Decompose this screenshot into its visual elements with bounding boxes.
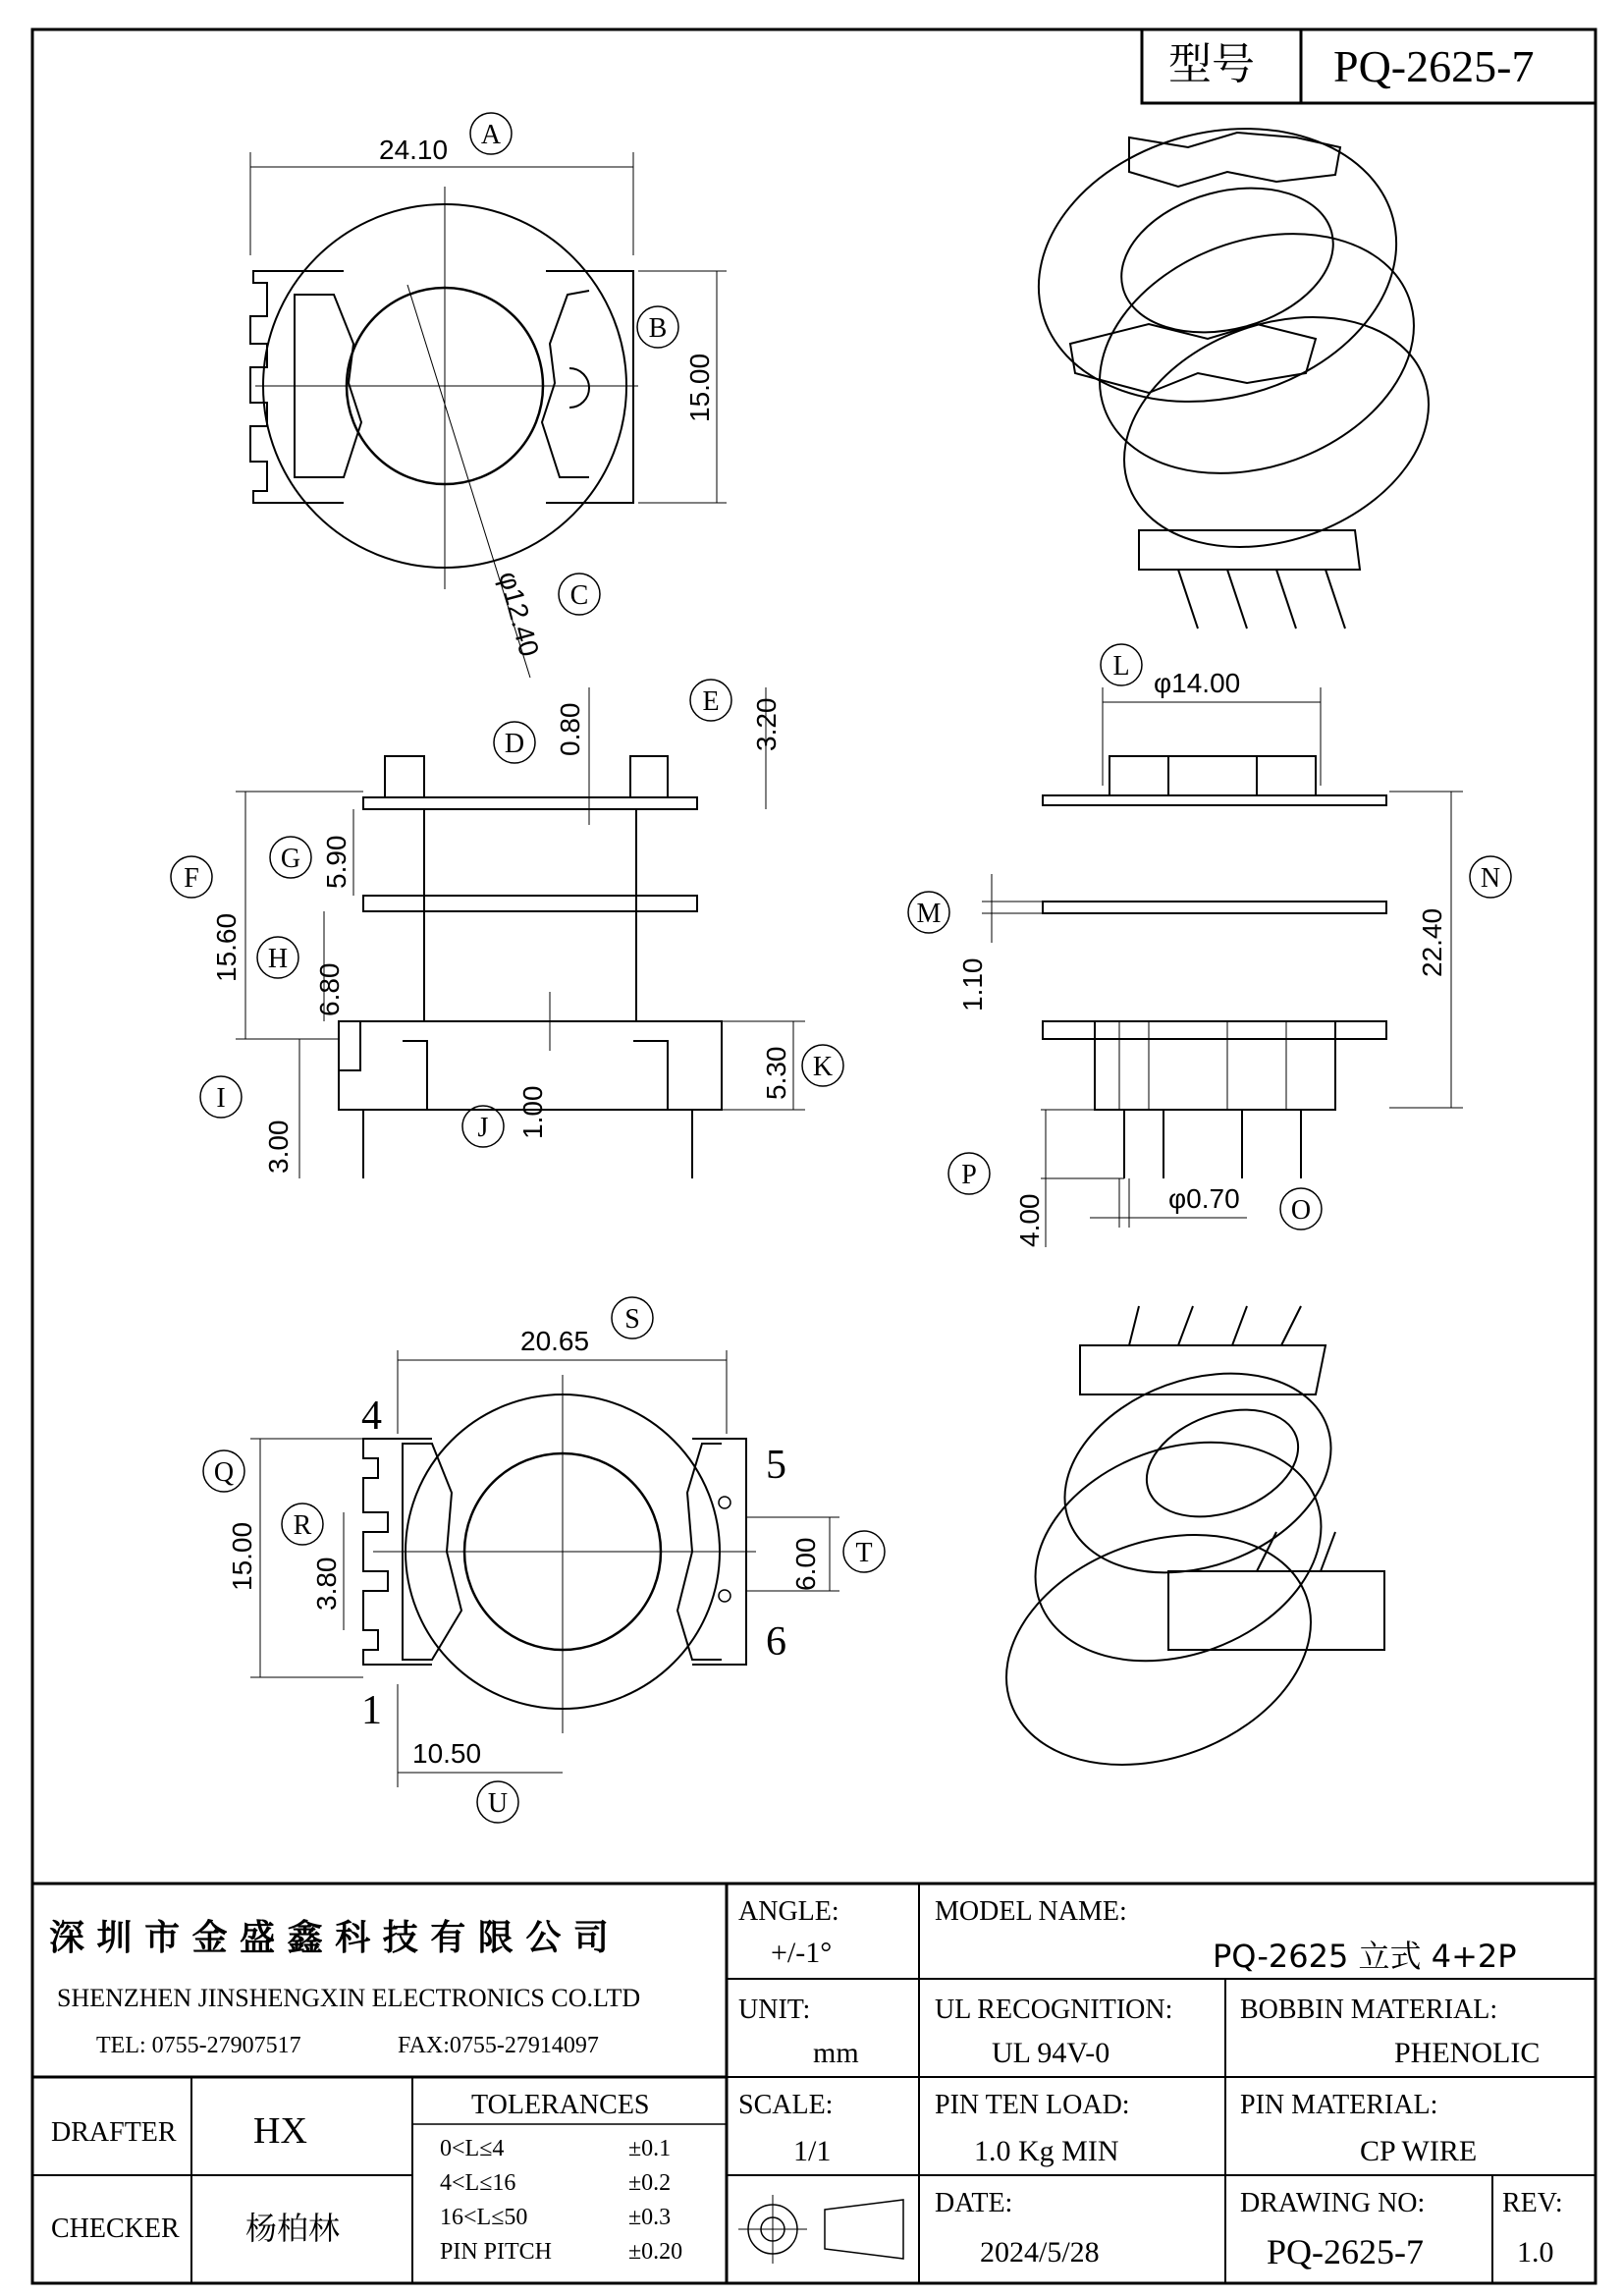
letter-e (690, 680, 731, 721)
pin-material-label: PIN MATERIAL: (1240, 2090, 1438, 2120)
drawing-no-value: PQ-2625-7 (1267, 2232, 1424, 2271)
rev-value: 1.0 (1517, 2236, 1554, 2269)
letter-u (477, 1781, 518, 1823)
dim-j: 1.00 (517, 1085, 548, 1139)
svg-text:H: H (267, 944, 289, 974)
letter-i (200, 1076, 242, 1118)
model-name-value: PQ-2625 立式 4+2P (1213, 1938, 1517, 1975)
svg-text:J: J (477, 1113, 489, 1143)
tol-value-3: ±0.20 (628, 2239, 683, 2265)
letter-f (171, 856, 212, 898)
tol-range-1: 4<L≤16 (440, 2170, 516, 2196)
svg-text:F: F (184, 863, 199, 894)
tolerances-label: TOLERANCES (471, 2090, 650, 2120)
company-name-cn: 深 圳 市 金 盛 鑫 科 技 有 限 公 司 (49, 1918, 609, 1958)
svg-text:I: I (216, 1083, 226, 1114)
dim-k: 5.30 (761, 1046, 791, 1100)
svg-text:M: M (916, 899, 942, 929)
tol-value-1: ±0.2 (628, 2170, 672, 2196)
bobbin-value: PHENOLIC (1394, 2037, 1541, 2069)
letter-t (843, 1531, 885, 1572)
dim-a: 24.10 (379, 135, 449, 165)
pin-material-value: CP WIRE (1360, 2135, 1478, 2167)
dim-d: 0.80 (555, 702, 585, 756)
tol-range-2: 16<L≤50 (440, 2205, 528, 2230)
svg-text:K: K (812, 1052, 834, 1082)
dim-p: 4.00 (1014, 1193, 1045, 1247)
isometric-view-top (1007, 90, 1461, 629)
scale-value: 1/1 (793, 2135, 832, 2167)
dim-s: 20.65 (520, 1326, 590, 1356)
svg-text:D: D (504, 729, 525, 759)
model-header (1142, 29, 1596, 103)
title-block (32, 1884, 1596, 2283)
svg-text:Q: Q (213, 1457, 235, 1488)
letter-o (1280, 1188, 1322, 1230)
letter-j (462, 1106, 504, 1147)
letter-a (470, 113, 512, 154)
dim-u: 10.50 (412, 1738, 482, 1769)
pin-load-label: PIN TEN LOAD: (935, 2090, 1130, 2120)
dim-c: φ12.40 (493, 568, 545, 660)
letter-l (1101, 644, 1142, 685)
letter-s (612, 1297, 653, 1339)
tol-range-3: PIN PITCH (440, 2239, 553, 2265)
svg-text:B: B (648, 313, 668, 344)
checker-label: CHECKER (51, 2214, 180, 2244)
dim-r: 3.80 (311, 1557, 342, 1611)
model-value: PQ-2625-7 (1333, 41, 1535, 91)
drafter-label: DRAFTER (51, 2117, 177, 2148)
tol-value-2: ±0.3 (628, 2205, 672, 2230)
svg-text:L: L (1112, 651, 1130, 682)
angle-value: +/-1° (771, 1937, 833, 1969)
company-tel: TEL: 0755-27907517 (96, 2033, 301, 2058)
dim-i: 3.00 (263, 1120, 294, 1174)
angle-label: ANGLE: (738, 1896, 839, 1927)
letter-k (802, 1045, 843, 1086)
ul-label: UL RECOGNITION: (935, 1995, 1173, 2025)
letter-h (257, 937, 298, 978)
dim-m: 1.10 (957, 957, 988, 1011)
model-name-label: MODEL NAME: (935, 1896, 1127, 1927)
svg-text:R: R (293, 1510, 312, 1541)
svg-text:O: O (1290, 1195, 1312, 1226)
letter-b (637, 306, 678, 348)
pin-load-value: 1.0 Kg MIN (974, 2135, 1119, 2167)
tol-range-0: 0<L≤4 (440, 2136, 505, 2161)
letter-c (559, 574, 600, 615)
letter-n (1470, 856, 1511, 898)
svg-text:P: P (961, 1160, 977, 1190)
letter-q (203, 1450, 244, 1492)
dim-n: 22.40 (1417, 907, 1447, 977)
svg-text:S: S (624, 1304, 640, 1335)
pin-1-label: 1 (361, 1688, 382, 1733)
pin-5-label: 5 (766, 1443, 786, 1488)
unit-value: mm (813, 2037, 859, 2069)
svg-text:N: N (1480, 863, 1501, 894)
company-name-en: SHENZHEN JINSHENGXIN ELECTRONICS CO.LTD (57, 1984, 641, 2012)
tol-value-0: ±0.1 (628, 2136, 672, 2161)
dim-f: 15.60 (211, 912, 242, 982)
pin-6-label: 6 (766, 1619, 786, 1665)
letter-p (948, 1153, 990, 1194)
model-label: 型号 (1168, 39, 1255, 89)
letter-g (270, 837, 311, 878)
letter-m (908, 892, 949, 933)
ul-value: UL 94V-0 (992, 2037, 1110, 2069)
unit-label: UNIT: (738, 1995, 811, 2025)
letter-d (494, 722, 535, 763)
drawing-no-label: DRAWING NO: (1240, 2188, 1426, 2218)
dim-l: φ14.00 (1154, 668, 1241, 698)
company-fax: FAX:0755-27914097 (398, 2033, 599, 2058)
dim-t: 6.00 (790, 1537, 821, 1591)
svg-text:E: E (702, 686, 720, 717)
date-label: DATE: (935, 2188, 1013, 2218)
dim-b: 15.00 (684, 353, 715, 422)
dim-g: 5.90 (321, 835, 352, 889)
date-value: 2024/5/28 (980, 2236, 1100, 2269)
bobbin-label: BOBBIN MATERIAL: (1240, 1995, 1498, 2025)
svg-text:G: G (280, 844, 301, 874)
front-view (982, 687, 1463, 1247)
svg-text:A: A (480, 120, 502, 150)
dim-q: 15.00 (227, 1521, 257, 1591)
svg-text:U: U (487, 1788, 509, 1819)
pin-4-label: 4 (361, 1394, 382, 1439)
svg-text:T: T (855, 1538, 873, 1568)
scale-label: SCALE: (738, 2090, 834, 2120)
checker-value: 杨柏林 (245, 2210, 341, 2247)
dim-h: 6.80 (314, 962, 345, 1016)
rev-label: REV: (1502, 2188, 1563, 2218)
letter-r (282, 1503, 323, 1545)
top-view (250, 152, 727, 678)
dim-e: 3.20 (751, 697, 782, 751)
isometric-view-bottom (974, 1306, 1384, 1805)
svg-text:C: C (569, 580, 589, 611)
dim-o: φ0.70 (1168, 1183, 1240, 1214)
drafter-value: HX (253, 2110, 307, 2152)
